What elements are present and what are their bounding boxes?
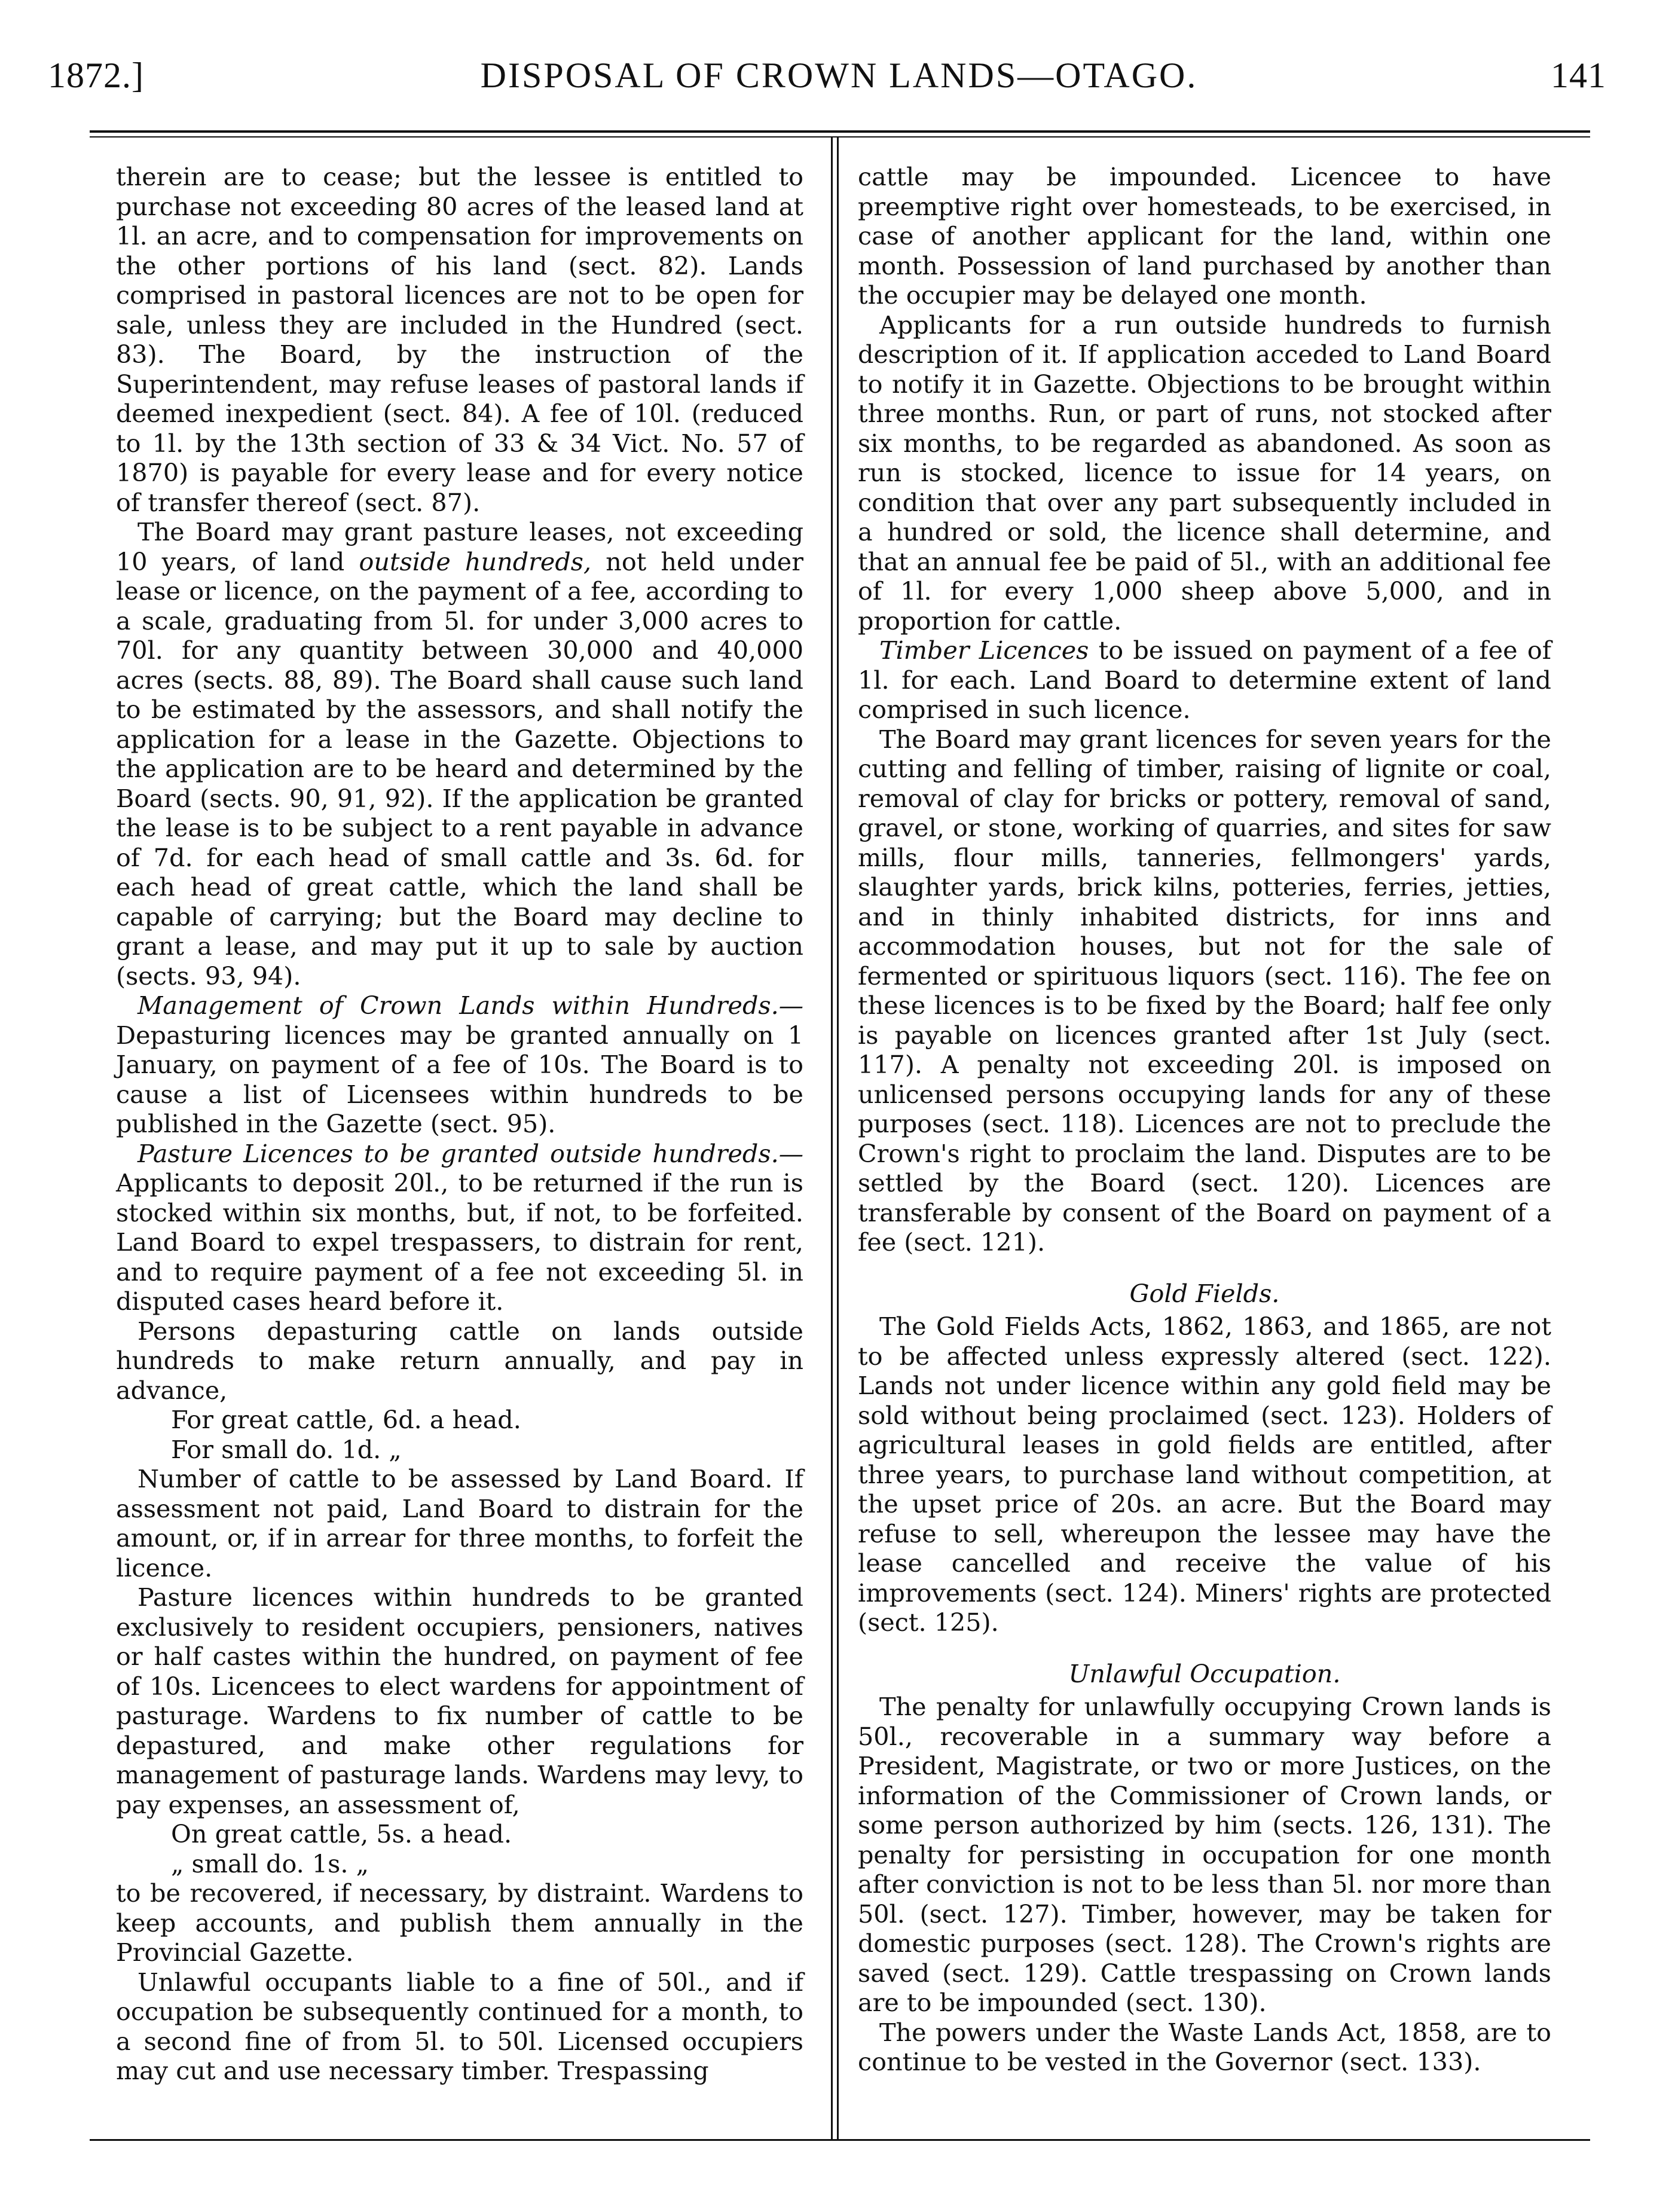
section-heading: Pasture Licences to be granted outside hundreds.—: [137, 1139, 803, 1168]
paragraph: Applicants for a run outside hundreds to furnish description of it. If application acceded to Land Board to notify it in Gazette. Objections to be brought within three months. Run, or part of runs, not stocked after six months, to be regarded as abandoned. As soon as run is stocked, licence to issue for 14 years, on condition that over any part subsequently included in a hundred or sold, the licence shall determine, and that an annual fee be paid of 5l., with an additional fee of 1l. for every 1,000 sheep above 5,000, and in proportion for cattle.: [858, 310, 1551, 636]
page-number: 141: [1551, 56, 1606, 95]
paragraph: The powers under the Waste Lands Act, 1858, are to continue to be vested in the Governor (sect. 133).: [858, 2018, 1551, 2076]
paragraph: to be recovered, if necessary, by distraint. Wardens to keep accounts, and publish them annually in the Provincial Gazette.: [116, 1879, 803, 1967]
list-item: For small do. 1d. „: [171, 1435, 402, 1464]
page-title: DISPOSAL OF CROWN LANDS—OTAGO.: [480, 56, 1198, 95]
list-item: On great cattle, 5s. a head.: [171, 1820, 512, 1849]
right-column: [858, 163, 1551, 2077]
header-year: 1872.]: [48, 56, 144, 95]
left-column: [116, 163, 803, 2086]
header-rule-top: [90, 130, 1590, 133]
paragraph: Persons depasturing cattle on lands outside hundreds to make return annually, and pay in advance,: [116, 1316, 803, 1405]
paragraph: Management of Crown Lands within Hundreds.— Depasturing licences may be granted annually on 1 January, on payment of a fee of 10s. The Board is to cause a list of Licensees within hundreds to be published in the Gazette (sect. 95).: [116, 991, 803, 1138]
paragraph: cattle may be impounded. Licencee to have preemptive right over homesteads, to be exercised, in case of another applicant for the land, within one month. Possession of land purchased by another than the occupier may be delayed one month.: [858, 163, 1551, 310]
paragraph: The Board may grant pasture leases, not exceeding 10 years, of land outside hundreds, not held under lease or licence, on the payment of a fee, according to a scale, graduating from 5l. for under 3,000 acres to 70l. for any quantity between 30,000 and 40,000 acres (sects. 88, 89). The Board shall cause such land to be estimated by the assessors, and shall notify the application for a lease in the Gazette. Objections to the application are to be heard and determined by the Board (sects. 90, 91, 92). If the application be granted the lease is to be subject to a rent payable in advance of 7d. for each head of small cattle and 3s. 6d. for each head of great cattle, which the land shall be capable of carrying; but the Board may decline to grant a lease, and may put it up to sale by auction (sects. 93, 94).: [116, 518, 803, 991]
running-header: [0, 55, 1678, 109]
paragraph: The Gold Fields Acts, 1862, 1863, and 1865, are not to be affected unless expressly altered (sect. 122). Lands not under licence within any gold field may be sold without being proclaimed (sect. 123). Holders of agricultural leases in gold fields are entitled, after three years, to purchase land without competition, at the upset price of 20s. an acre. But the Board may refuse to sell, whereupon the lessee may have the lease cancelled and receive the value of his improvements (sect. 124). Miners' rights are protected (sect. 125).: [858, 1312, 1551, 1637]
paragraph: The penalty for unlawfully occupying Crown lands is 50l., recoverable in a summary way before a President, Magistrate, or two or more Justices, on the information of the Commissioner of Crown lands, or some person authorized by him (sects. 126, 131). The penalty for persisting in occupation for one month after conviction is not to be less than 5l. nor more than 50l. (sect. 127). Timber, however, may be taken for domestic purposes (sect. 128). The Crown's rights are saved (sect. 129). Cattle trespassing on Crown lands are to be impounded (sect. 130).: [858, 1692, 1551, 2017]
list-item: For great cattle, 6d. a head.: [171, 1406, 521, 1434]
paragraph: Pasture Licences to be granted outside hundreds.— Applicants to deposit 20l., to be returned if the run is stocked within six months, but, if not, to be forfeited. Land Board to expel trespassers, to distrain for rent, and to require payment of a fee not exceeding 5l. in disputed cases heard before it.: [116, 1139, 803, 1316]
section-heading-gold-fields: Gold Fields.: [1129, 1279, 1280, 1308]
paragraph: Number of cattle to be assessed by Land Board. If assessment not paid, Land Board to distrain for the amount, or, if in arrear for three months, to forfeit the licence.: [116, 1465, 803, 1582]
column-divider-left: [831, 136, 833, 2140]
paragraph: Unlawful occupants liable to a fine of 50l., and if occupation be subsequently continued for a month, to a second fine of from 5l. to 50l. Licensed occupiers may cut and use necessary timber. Trespassing: [116, 1967, 803, 2085]
paragraph: Pasture licences within hundreds to be granted exclusively to resident occupiers, pensioners, natives or half castes within the hundred, on payment of fee of 10s. Licencees to elect wardens for appointment of pasturage. Wardens to fix number of cattle to be depastured, and make other regulations for management of pasturage lands. Wardens may levy, to pay expenses, an assessment of,: [116, 1583, 803, 1819]
section-heading: Timber Licences: [879, 636, 1089, 665]
list-item: „ small do. 1s. „: [171, 1849, 369, 1878]
column-divider-right: [837, 136, 839, 2140]
paragraph: Timber Licences to be issued on payment of a fee of 1l. for each. Land Board to determine extent of land comprised in such licence.: [858, 636, 1551, 724]
paragraph: The Board may grant licences for seven years for the cutting and felling of timber, raising of lignite or coal, removal of clay for bricks or pottery, removal of sand, gravel, or stone, working of quarries, and sites for saw mills, flour mills, tanneries, fellmongers' yards, slaughter yards, brick kilns, potteries, ferries, jetties, and in thinly inhabited districts, for inns and accommodation houses, but not for the sale of fermented or spirituous liquors (sect. 116). The fee on these licences is to be fixed by the Board; half fee only is payable on licences granted after 1st July (sect. 117). A penalty not exceeding 20l. is imposed on unlicensed persons occupying lands for any of these purposes (sect. 118). Licences are not to preclude the Crown's right to proclaim the land. Disputes are to be settled by the Board (sect. 120). Licences are transferable by consent of the Board on payment of a fee (sect. 121).: [858, 725, 1551, 1257]
paragraph: therein are to cease; but the lessee is entitled to purchase not exceeding 80 acres of the leased land at 1l. an acre, and to compensation for improvements on the other portions of his land (sect. 82). Lands comprised in pastoral licences are not to be open for sale, unless they are included in the Hundred (sect. 83). The Board, by the instruction of the Superintendent, may refuse leases of pastoral lands if deemed inexpedient (sect. 84). A fee of 10l. (reduced to 1l. by the 13th section of 33 & 34 Vict. No. 57 of 1870) is payable for every lease and for every notice of transfer thereof (sect. 87).: [116, 163, 803, 517]
section-heading: Management of Crown Lands within Hundreds.—: [137, 991, 803, 1020]
header-rule-bottom: [90, 136, 1590, 138]
section-heading-unlawful-occupation: Unlawful Occupation.: [1068, 1659, 1341, 1688]
footer-rule: [90, 2139, 1590, 2141]
